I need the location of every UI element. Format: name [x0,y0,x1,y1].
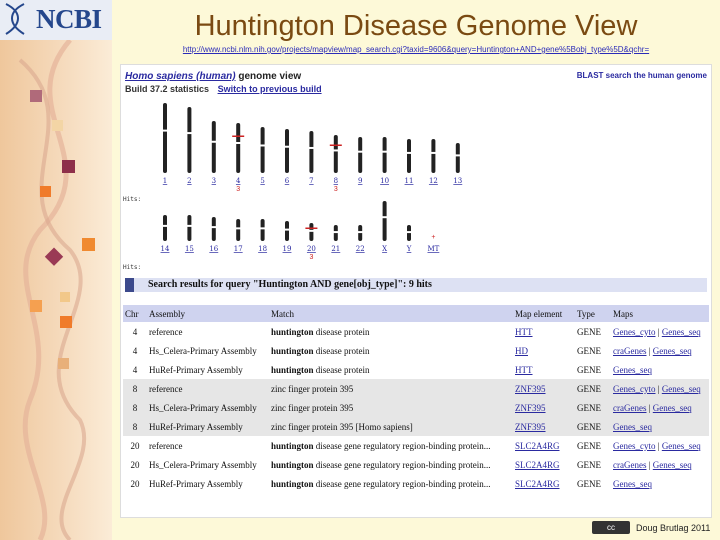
cell-match [269,379,513,398]
cell-match [269,455,513,474]
mt-marker: + [431,234,436,241]
cell-chr: 4 [132,364,138,375]
map-link-primary[interactable]: Genes_seq [613,478,652,489]
cell-assembly: Hs_Celera-Primary Assembly [147,398,269,417]
table-row [123,436,709,455]
centromere-Y [407,231,412,233]
map-element-link[interactable]: HD [515,345,528,356]
map-element-link[interactable]: ZNF395 [515,402,546,413]
cell-chr: 8 [123,417,147,436]
match-text: disease gene regulatory region-binding protein... [313,478,491,489]
cell-map-element [513,322,575,341]
centromere-1 [163,130,168,132]
match-highlight: huntington [271,326,314,337]
col-chr[interactable]: Chr [123,305,147,322]
cell-assembly: HuRef-Primary Assembly [149,478,243,489]
chromosome-7[interactable] [309,131,313,173]
cell-maps [611,417,709,436]
map-link-primary[interactable]: Genes_cyto [613,383,656,394]
cell-map-element [513,436,575,455]
col-type[interactable]: Type [575,305,611,322]
chromosome-13[interactable] [456,143,460,173]
cell-type: GENE [575,417,611,436]
table-row [123,341,709,360]
cell-map-element [513,360,575,379]
cell-assembly: reference [149,326,183,337]
hits-row-label: Hits: [123,264,142,271]
ncbi-logo[interactable] [0,0,112,40]
map-element-link[interactable]: ZNF395 [515,421,546,432]
ncbi-helix-icon [0,0,34,40]
chromosome-3[interactable] [212,121,216,173]
map-link-separator: | [655,440,662,451]
results-bar-marker [125,278,134,292]
results-table-header [123,305,709,322]
match-text: zinc finger protein 395 [271,383,354,394]
centromere-19 [285,229,290,231]
genome-view-heading [125,71,301,82]
chromosome-ideogram [121,95,711,275]
centromere-18 [260,227,265,229]
map-link-primary[interactable]: craGenes [613,345,647,356]
chromosome-label-3[interactable]: 3 [211,177,217,185]
cell-type: GENE [575,398,611,417]
hit-count-8: 3 [333,186,338,193]
table-row [123,360,709,379]
chromosome-15[interactable] [187,215,191,241]
chromosome-label-10[interactable]: 10 [380,177,390,185]
centromere-5 [260,144,265,146]
col-match[interactable]: Match [269,305,513,322]
results-summary-bar [125,278,707,292]
map-link-separator: | [655,326,662,337]
map-element-link[interactable]: HTT [515,364,533,375]
table-row [123,417,709,436]
chromosome-X[interactable] [383,201,387,241]
chromosome-label-6[interactable]: 6 [284,177,290,185]
chromosome-label-1[interactable]: 1 [162,177,168,185]
table-row [123,398,709,417]
col-map-element[interactable]: Map element [513,305,575,322]
cell-match [269,417,513,436]
match-text: disease protein [313,364,370,375]
cell-maps [611,398,709,417]
switch-build-link[interactable]: Switch to previous build [217,84,322,94]
col-assembly[interactable]: Assembly [147,305,269,322]
map-element-link[interactable]: SLC2A4RG [515,459,560,470]
cell-map-element [513,379,575,398]
chromosome-17[interactable] [236,219,240,241]
chromosome-label-5[interactable]: 5 [260,177,265,185]
cell-maps [611,379,709,398]
cell-type: GENE [577,364,601,375]
cell-match [269,436,513,455]
cc-license-badge: cc [592,521,630,534]
cell-map-element [513,341,575,360]
chromosome-label-21[interactable]: 21 [331,245,341,253]
results-summary-text: Search results for query "Huntington AND gene[obj_type]": 9 hits [148,279,432,290]
species-link[interactable]: Homo sapiens (human) [125,71,236,82]
centromere-22 [358,231,363,233]
chromosome-11[interactable] [407,139,411,173]
chromosome-label-11[interactable]: 11 [404,177,414,185]
chromosome-5[interactable] [261,127,265,173]
match-text: disease protein [313,345,370,356]
cell-maps [611,322,709,341]
centromere-6 [285,146,290,148]
chromosome-label-X[interactable]: X [382,245,388,253]
source-url-link[interactable]: http://www.ncbi.nlm.nih.gov/projects/mapview/map_search.cgi?taxid=9606&query=Huntington+AND+gene%5Bobj_type%5D&qchr= [182,45,650,54]
table-row [123,322,709,341]
cell-maps [611,360,709,379]
table-row [123,455,709,474]
map-link-secondary[interactable]: Genes_seq [661,326,701,337]
chromosome-label-2[interactable]: 2 [187,177,192,185]
cell-map-element [513,417,575,436]
chromosome-2[interactable] [187,107,191,173]
chromosome-19[interactable] [285,221,289,241]
table-row [123,474,709,493]
cell-type: GENE [577,478,601,489]
chromosome-12[interactable] [431,139,435,173]
match-text: disease protein [313,326,370,337]
chromosome-20[interactable] [309,223,313,241]
cell-chr: 8 [123,398,147,417]
map-element-link[interactable]: SLC2A4RG [515,478,560,489]
chromosome-label-22[interactable]: 22 [355,245,365,253]
centromere-12 [431,152,436,154]
chromosome-1[interactable] [163,103,167,173]
cell-assembly: HuRef-Primary Assembly [147,417,269,436]
cell-assembly: Hs_Celera-Primary Assembly [149,345,257,356]
map-link-secondary[interactable]: Genes_seq [652,402,692,413]
map-link-separator: | [646,402,653,413]
decorative-side-panel [0,0,112,540]
centromere-9 [358,151,363,153]
chromosome-label-Y[interactable]: Y [406,245,412,253]
ncbi-logo-text: NCBI [36,4,102,34]
centromere-15 [187,225,192,227]
chromosome-label-4[interactable]: 4 [235,177,241,185]
cell-match [269,360,513,379]
map-link-separator: | [646,459,653,470]
centromere-X [382,216,387,218]
cell-type: GENE [577,440,601,451]
cell-chr: 20 [130,459,140,470]
chromosome-label-7[interactable]: 7 [309,177,314,185]
chromosome-10[interactable] [383,137,387,173]
chromosome-18[interactable] [261,219,265,241]
chromosome-label-17[interactable]: 17 [233,245,243,253]
map-link-secondary[interactable]: Genes_seq [652,345,692,356]
chromosome-label-9[interactable]: 9 [357,177,363,185]
hit-marker-20 [305,228,317,230]
cell-type: GENE [575,379,611,398]
cell-map-element [513,455,575,474]
chromosome-label-15[interactable]: 15 [184,245,194,253]
map-link-secondary[interactable]: Genes_seq [661,440,701,451]
map-link-secondary[interactable]: Genes_seq [661,383,701,394]
map-link-primary[interactable]: craGenes [613,459,647,470]
cell-type: GENE [577,459,601,470]
chromosome-label-19[interactable]: 19 [282,245,292,253]
chromosome-label-8[interactable]: 8 [333,177,339,185]
genome-view-screenshot [120,64,712,518]
match-highlight: huntington [271,440,314,451]
chromosome-label-18[interactable]: 18 [258,245,268,253]
chromosome-label-12[interactable]: 12 [428,177,438,185]
build-stats-link[interactable]: Build 37.2 statistics [125,84,210,94]
centromere-20 [309,230,314,232]
chromosome-8[interactable] [334,135,338,173]
cell-maps [611,455,709,474]
heading-suffix: genome view [235,71,302,82]
cell-assembly: reference [147,379,269,398]
chromosome-label-20[interactable]: 20 [306,245,316,253]
centromere-8 [333,149,338,151]
map-link-primary[interactable]: Genes_cyto [613,326,656,337]
cell-assembly: Hs_Celera-Primary Assembly [149,459,257,470]
chromosome-label-14[interactable]: 14 [160,245,170,253]
centromere-10 [382,151,387,153]
map-element-link[interactable]: SLC2A4RG [515,440,560,451]
map-link-primary[interactable]: Genes_seq [613,364,652,375]
match-text: zinc finger protein 395 [271,402,354,413]
slide-title: Huntington Disease Genome View [194,10,638,42]
cell-match [269,322,513,341]
map-link-secondary[interactable]: Genes_seq [652,459,692,470]
cell-match [269,474,513,493]
cell-chr: 4 [132,326,138,337]
chromosome-4[interactable] [236,123,240,173]
table-row [123,379,709,398]
hit-marker-8 [330,145,342,147]
map-link-separator: | [655,383,662,394]
match-text: zinc finger protein 395 [Homo sapiens] [271,421,413,432]
match-text: disease gene regulatory region-binding protein... [313,459,491,470]
centromere-21 [333,231,338,233]
chromosome-9[interactable] [358,137,362,173]
cell-assembly: reference [149,440,183,451]
chromosome-label-16[interactable]: 16 [209,245,219,253]
dna-strand-decoration [0,0,112,540]
hit-count-20: 3 [309,254,314,261]
col-maps[interactable]: Maps [611,305,709,322]
cell-chr: 20 [130,440,140,451]
match-highlight: huntington [271,345,314,356]
match-highlight: huntington [271,478,314,489]
chromosome-14[interactable] [163,215,167,241]
author-credit: Doug Brutlag 2011 [636,523,711,533]
centromere-17 [236,227,241,229]
centromere-11 [407,152,412,154]
centromere-4 [236,142,241,144]
cell-maps [611,474,709,493]
chromosome-label-13[interactable]: 13 [453,177,463,185]
centromere-7 [309,147,314,149]
map-element-link[interactable]: ZNF395 [515,383,546,394]
cell-type: GENE [577,326,601,337]
cell-match [269,341,513,360]
cell-maps [611,436,709,455]
centromere-3 [211,141,216,143]
cell-chr: 8 [123,379,147,398]
map-link-primary[interactable]: craGenes [613,402,647,413]
match-highlight: huntington [271,459,314,470]
build-line [125,84,322,94]
cell-map-element [513,398,575,417]
chromosome-6[interactable] [285,129,289,173]
centromere-13 [455,154,460,156]
cell-maps [611,341,709,360]
hit-count-4: 3 [236,186,241,193]
centromere-16 [211,226,216,228]
cell-chr: 20 [130,478,140,489]
cell-map-element [513,474,575,493]
chromosome-16[interactable] [212,217,216,241]
map-link-primary[interactable]: Genes_cyto [613,440,656,451]
hits-row-label: Hits: [123,196,142,203]
cell-chr: 4 [132,345,138,356]
hit-marker-4 [232,136,244,138]
blast-link[interactable]: BLAST search the human genome [576,71,707,80]
map-link-separator: | [646,345,653,356]
centromere-2 [187,132,192,134]
cell-match [269,398,513,417]
cell-type: GENE [577,345,601,356]
cell-assembly: HuRef-Primary Assembly [149,364,243,375]
centromere-14 [163,225,168,227]
map-link-primary[interactable]: Genes_seq [613,421,652,432]
results-table [123,305,709,493]
match-text: disease gene regulatory region-binding protein... [313,440,491,451]
chromosome-label-MT[interactable]: MT [427,245,440,253]
map-element-link[interactable]: HTT [515,326,533,337]
match-highlight: huntington [271,364,314,375]
